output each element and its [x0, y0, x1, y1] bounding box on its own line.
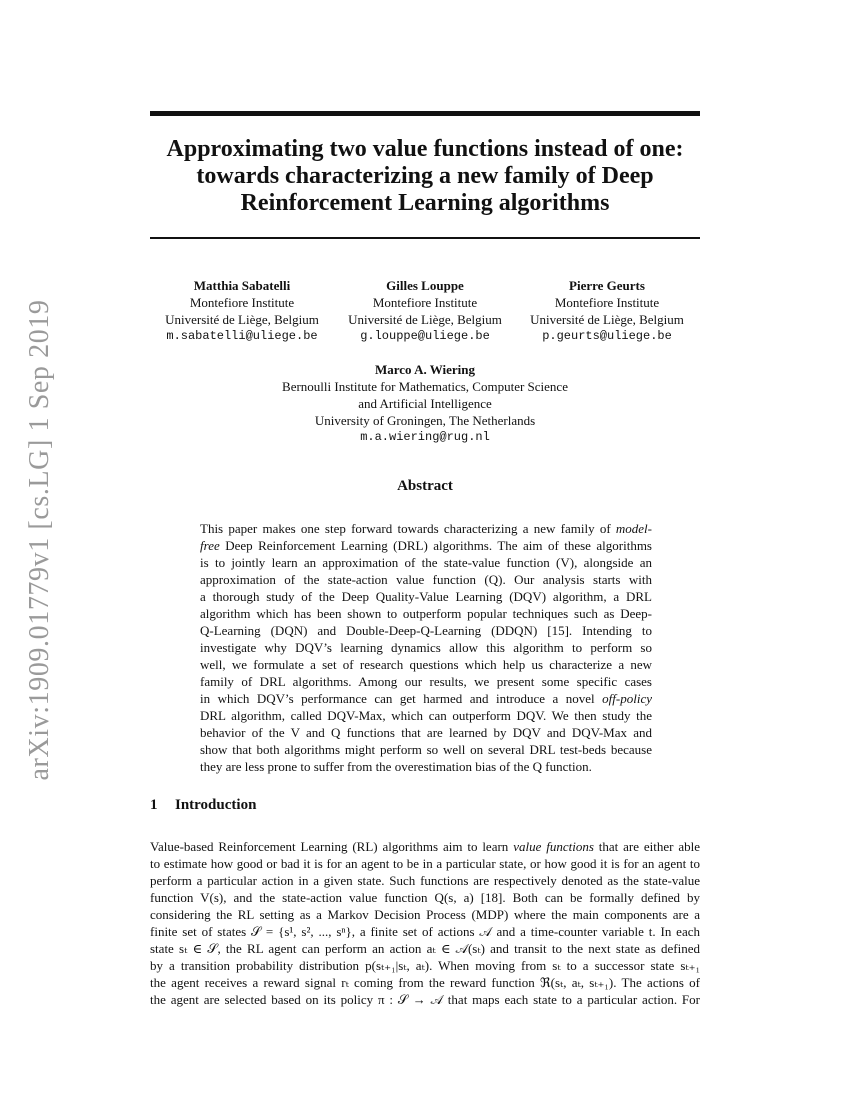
author-affiliation: Université de Liège, Belgium [530, 312, 684, 327]
abstract-line: show that both algorithms might perform so well on several DRL test-beds because [200, 742, 652, 757]
title-top-rule [150, 111, 700, 116]
author-name: Marco A. Wiering [374, 362, 476, 377]
abstract-line: family of DRL algorithms. Among our results, we present some specific cases [200, 674, 652, 689]
abstract-line: approximation of the state-action value function (Q). Our analysis starts with [200, 572, 652, 587]
abstract-line: DRL algorithm, called DQV-Max, which can outperform DQV. We then study the [200, 708, 652, 723]
body-line: the agent receives a reward signal rₜ coming from the reward function ℜ(sₜ, aₜ, sₜ₊₁). The actions of [150, 975, 700, 990]
author-affiliation-line: Bernoulli Institute for Mathematics, Computer Science [282, 379, 568, 394]
author-affiliation-line: and Artificial Intelligence [358, 396, 492, 411]
body-line: by a transition probability distribution p(sₜ₊₁|sₜ, aₜ). When moving from sₜ to a successor state sₜ₊₁ [150, 958, 700, 973]
body-line: finite set of states 𝒮 = {s¹, s², ..., sⁿ}, a finite set of actions 𝒜 and a time-counter variable t. In each [150, 924, 700, 939]
title-line: Reinforcement Learning algorithms [240, 190, 610, 216]
author-block [507, 277, 707, 345]
author-institute: Montefiore Institute [189, 295, 295, 310]
author-name: Matthia Sabatelli [193, 278, 291, 293]
author-email: m.sabatelli@uliege.be [166, 329, 318, 343]
abstract-heading: Abstract [397, 478, 453, 494]
abstract-line: free Deep Reinforcement Learning (DRL) algorithms. The aim of these algorithms [200, 538, 652, 553]
body-line: to estimate how good or bad it is for an agent to be in a particular state, or how good it is for an agent to [150, 856, 700, 871]
section-heading [150, 797, 256, 814]
body-line: Value-based Reinforcement Learning (RL) algorithms aim to learn value functions that are either able [150, 839, 701, 854]
author-affiliation-line: University of Groningen, The Netherlands [314, 413, 536, 428]
author-email: m.a.wiering@rug.nl [360, 430, 490, 444]
body-line: perform a particular action in a given state. Such functions are respectively denoted as the state-value [150, 873, 700, 888]
title-bottom-rule [150, 237, 700, 239]
paper-title [150, 136, 700, 217]
body-line: state sₜ ∈ 𝒮, the RL agent can perform an action aₜ ∈ 𝒜(sₜ) and transit to the next state as defined [150, 941, 700, 956]
author-name: Gilles Louppe [386, 278, 464, 293]
abstract-line: well, we formulate a set of research questions which help us characterize a new [200, 657, 652, 672]
author-email: p.geurts@uliege.be [542, 329, 672, 343]
abstract-line: they are less prone to suffer from the overestimation bias of the Q function. [200, 759, 592, 774]
abstract-line: This paper makes one step forward towards characterizing a new family of model- [200, 521, 652, 536]
abstract-line: algorithm which has been shown to outperform popular techniques such as Deep- [200, 606, 652, 621]
arxiv-identifier: arXiv:1909.01779v1 [cs.LG] 1 Sep 2019 [24, 299, 55, 781]
abstract-line: Q-Learning (DQN) and Double-Deep-Q-Learning (DDQN) [15]. Intending to [200, 623, 652, 638]
author-email: g.louppe@uliege.be [360, 329, 490, 343]
body-line: considering the RL setting as a Markov Decision Process (MDP) where the main components are a [150, 907, 700, 922]
title-line: towards characterizing a new family of Deep [196, 163, 654, 189]
author-affiliation: Université de Liège, Belgium [348, 312, 502, 327]
abstract-line: is to jointly learn an approximation of the state-value function (V), alongside an [200, 555, 652, 570]
introduction-body [150, 838, 700, 1008]
abstract-line: in which DQV’s performance can get harmed and introduce a novel off-policy [200, 691, 652, 706]
author-block [325, 277, 525, 345]
author-affiliation: Université de Liège, Belgium [165, 312, 319, 327]
section-number: 1 [150, 797, 158, 813]
section-title: Introduction [175, 797, 257, 813]
body-line: the agent are selected based on its policy π : 𝒮 → 𝒜 that maps each state to a particular action. For [150, 992, 700, 1007]
author-institute: Montefiore Institute [372, 295, 478, 310]
author-block [142, 277, 342, 345]
abstract-line: behavior of the V and Q functions that are learned by DQV and DQV-Max and [200, 725, 652, 740]
body-line: function V(s), and the state-action value function Q(s, a) [18]. Both can be formally defined by [150, 890, 700, 905]
author-block [225, 361, 625, 446]
author-name: Pierre Geurts [569, 278, 645, 293]
title-line: Approximating two value functions instead of one: [166, 136, 684, 162]
abstract-line: investigate why DQV’s learning dynamics allow this algorithm to perform so [200, 640, 652, 655]
author-institute: Montefiore Institute [554, 295, 660, 310]
abstract-line: a thorough study of the Deep Quality-Value Learning (DQV) algorithm, a DRL [200, 589, 652, 604]
abstract-body [200, 520, 652, 775]
